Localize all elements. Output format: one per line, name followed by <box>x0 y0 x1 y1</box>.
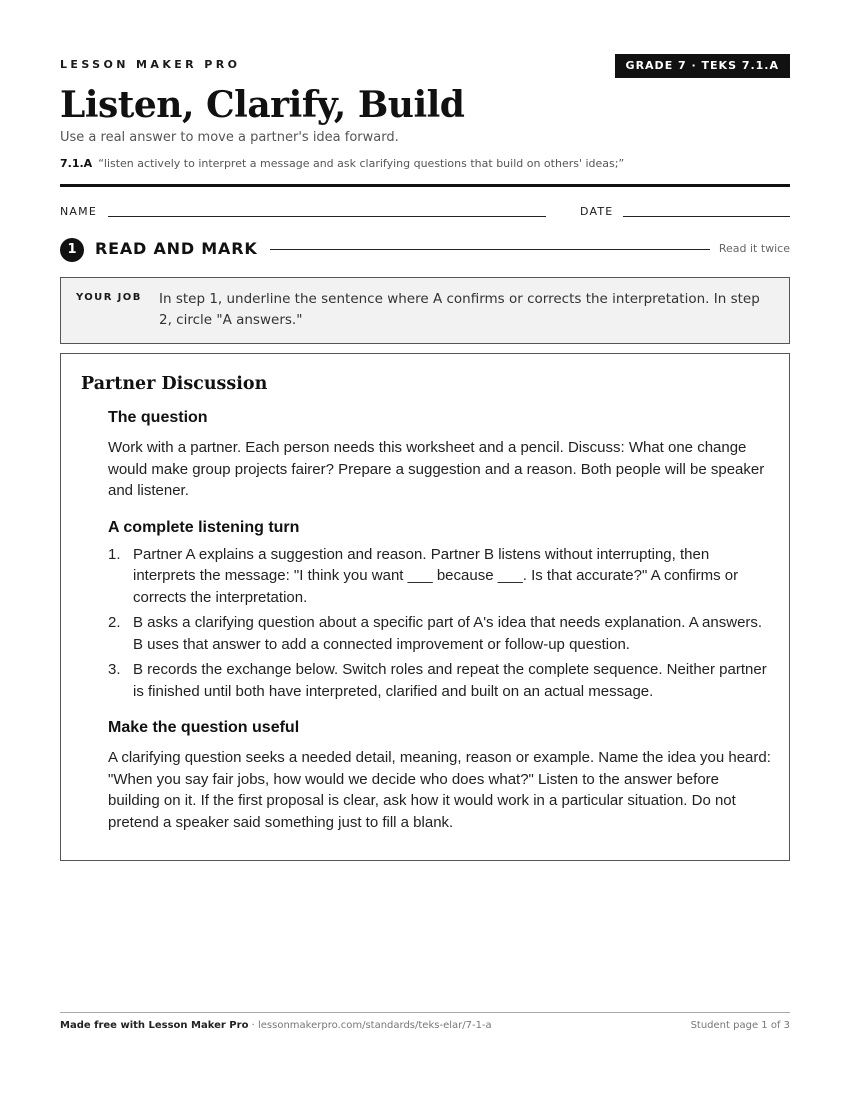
discussion-body <box>108 408 774 833</box>
list-item-text: B asks a clarifying question about a specific part of A's idea that needs explanation. A answers. B uses that answer to add a connected improvement or follow-up question. <box>133 614 763 653</box>
worksheet-page <box>60 0 790 1100</box>
footer-credit <box>60 1020 492 1031</box>
name-field[interactable] <box>108 216 546 217</box>
standard-code: 7.1.A <box>60 157 93 170</box>
question-heading: The question <box>108 409 208 426</box>
turn-heading: A complete listening turn <box>108 518 300 536</box>
list-item-number: 3. <box>108 661 121 678</box>
list-item-number: 2. <box>108 614 121 631</box>
step-number-badge: 1 <box>60 238 84 262</box>
question-text: Work with a partner. Each person needs this worksheet and a pencil. Discuss: What one change would make group projects fairer? Prepare a suggestion and a reason. Both people will be speaker and listener. <box>108 439 765 499</box>
page-subtitle: Use a real answer to move a partner's idea forward. <box>60 130 399 145</box>
your-job-text: In step 1, underline the sentence where A confirms or corrects the interpretation. In step 2, circle "A answers." <box>159 291 760 328</box>
date-label: DATE <box>580 205 614 218</box>
step-title: READ AND MARK <box>95 239 258 258</box>
list-item <box>108 544 774 609</box>
footer-made-with: Made free with Lesson Maker Pro <box>60 1020 249 1031</box>
step-divider <box>270 249 710 250</box>
footer-divider <box>60 1012 790 1013</box>
your-job-label: YOUR JOB <box>76 292 142 303</box>
useful-text: A clarifying question seeks a needed detail, meaning, reason or example. Name the idea you heard: "When you say fair jobs, how would we decide who does what?" Listen to the answer before building on it. If the first proposal is clear, ask how it would work in a particular situation. Do not pretend a speaker said something just to fill a blank. <box>108 749 771 831</box>
standard-text: “listen actively to interpret a message and ask clarifying questions that build on others' ideas;” <box>98 157 625 170</box>
date-field[interactable] <box>623 216 790 217</box>
footer-separator: · <box>248 1020 258 1031</box>
list-item <box>108 659 774 702</box>
list-item-text: B records the exchange below. Switch roles and repeat the complete sequence. Neither partner is finished until both have interpreted, clarified and built on an actual message. <box>133 661 767 700</box>
partner-discussion-box <box>60 353 790 861</box>
list-item-text: Partner A explains a suggestion and reason. Partner B listens without interrupting, then interprets the message: "I think you want ___ because ___. Is that accurate?" A confirms or corrects the interpretation. <box>133 545 739 606</box>
list-item-number: 1. <box>108 545 121 563</box>
turn-steps-list <box>108 544 774 703</box>
step-hint: Read it twice <box>718 242 790 255</box>
page-title: Listen, Clarify, Build <box>60 84 465 126</box>
standard-line <box>60 157 624 170</box>
name-label: NAME <box>60 205 97 218</box>
brand-name: LESSON MAKER PRO <box>60 58 241 71</box>
footer-page-number: Student page 1 of 3 <box>690 1020 790 1031</box>
header-divider <box>60 184 790 187</box>
list-item <box>108 612 774 655</box>
discussion-title: Partner Discussion <box>81 374 268 394</box>
useful-heading: Make the question useful <box>108 719 300 736</box>
your-job-box <box>60 277 790 344</box>
footer-url[interactable]: lessonmakerpro.com/standards/teks-elar/7-1-a <box>257 1020 492 1031</box>
grade-badge: GRADE 7 · TEKS 7.1.A <box>615 54 790 78</box>
